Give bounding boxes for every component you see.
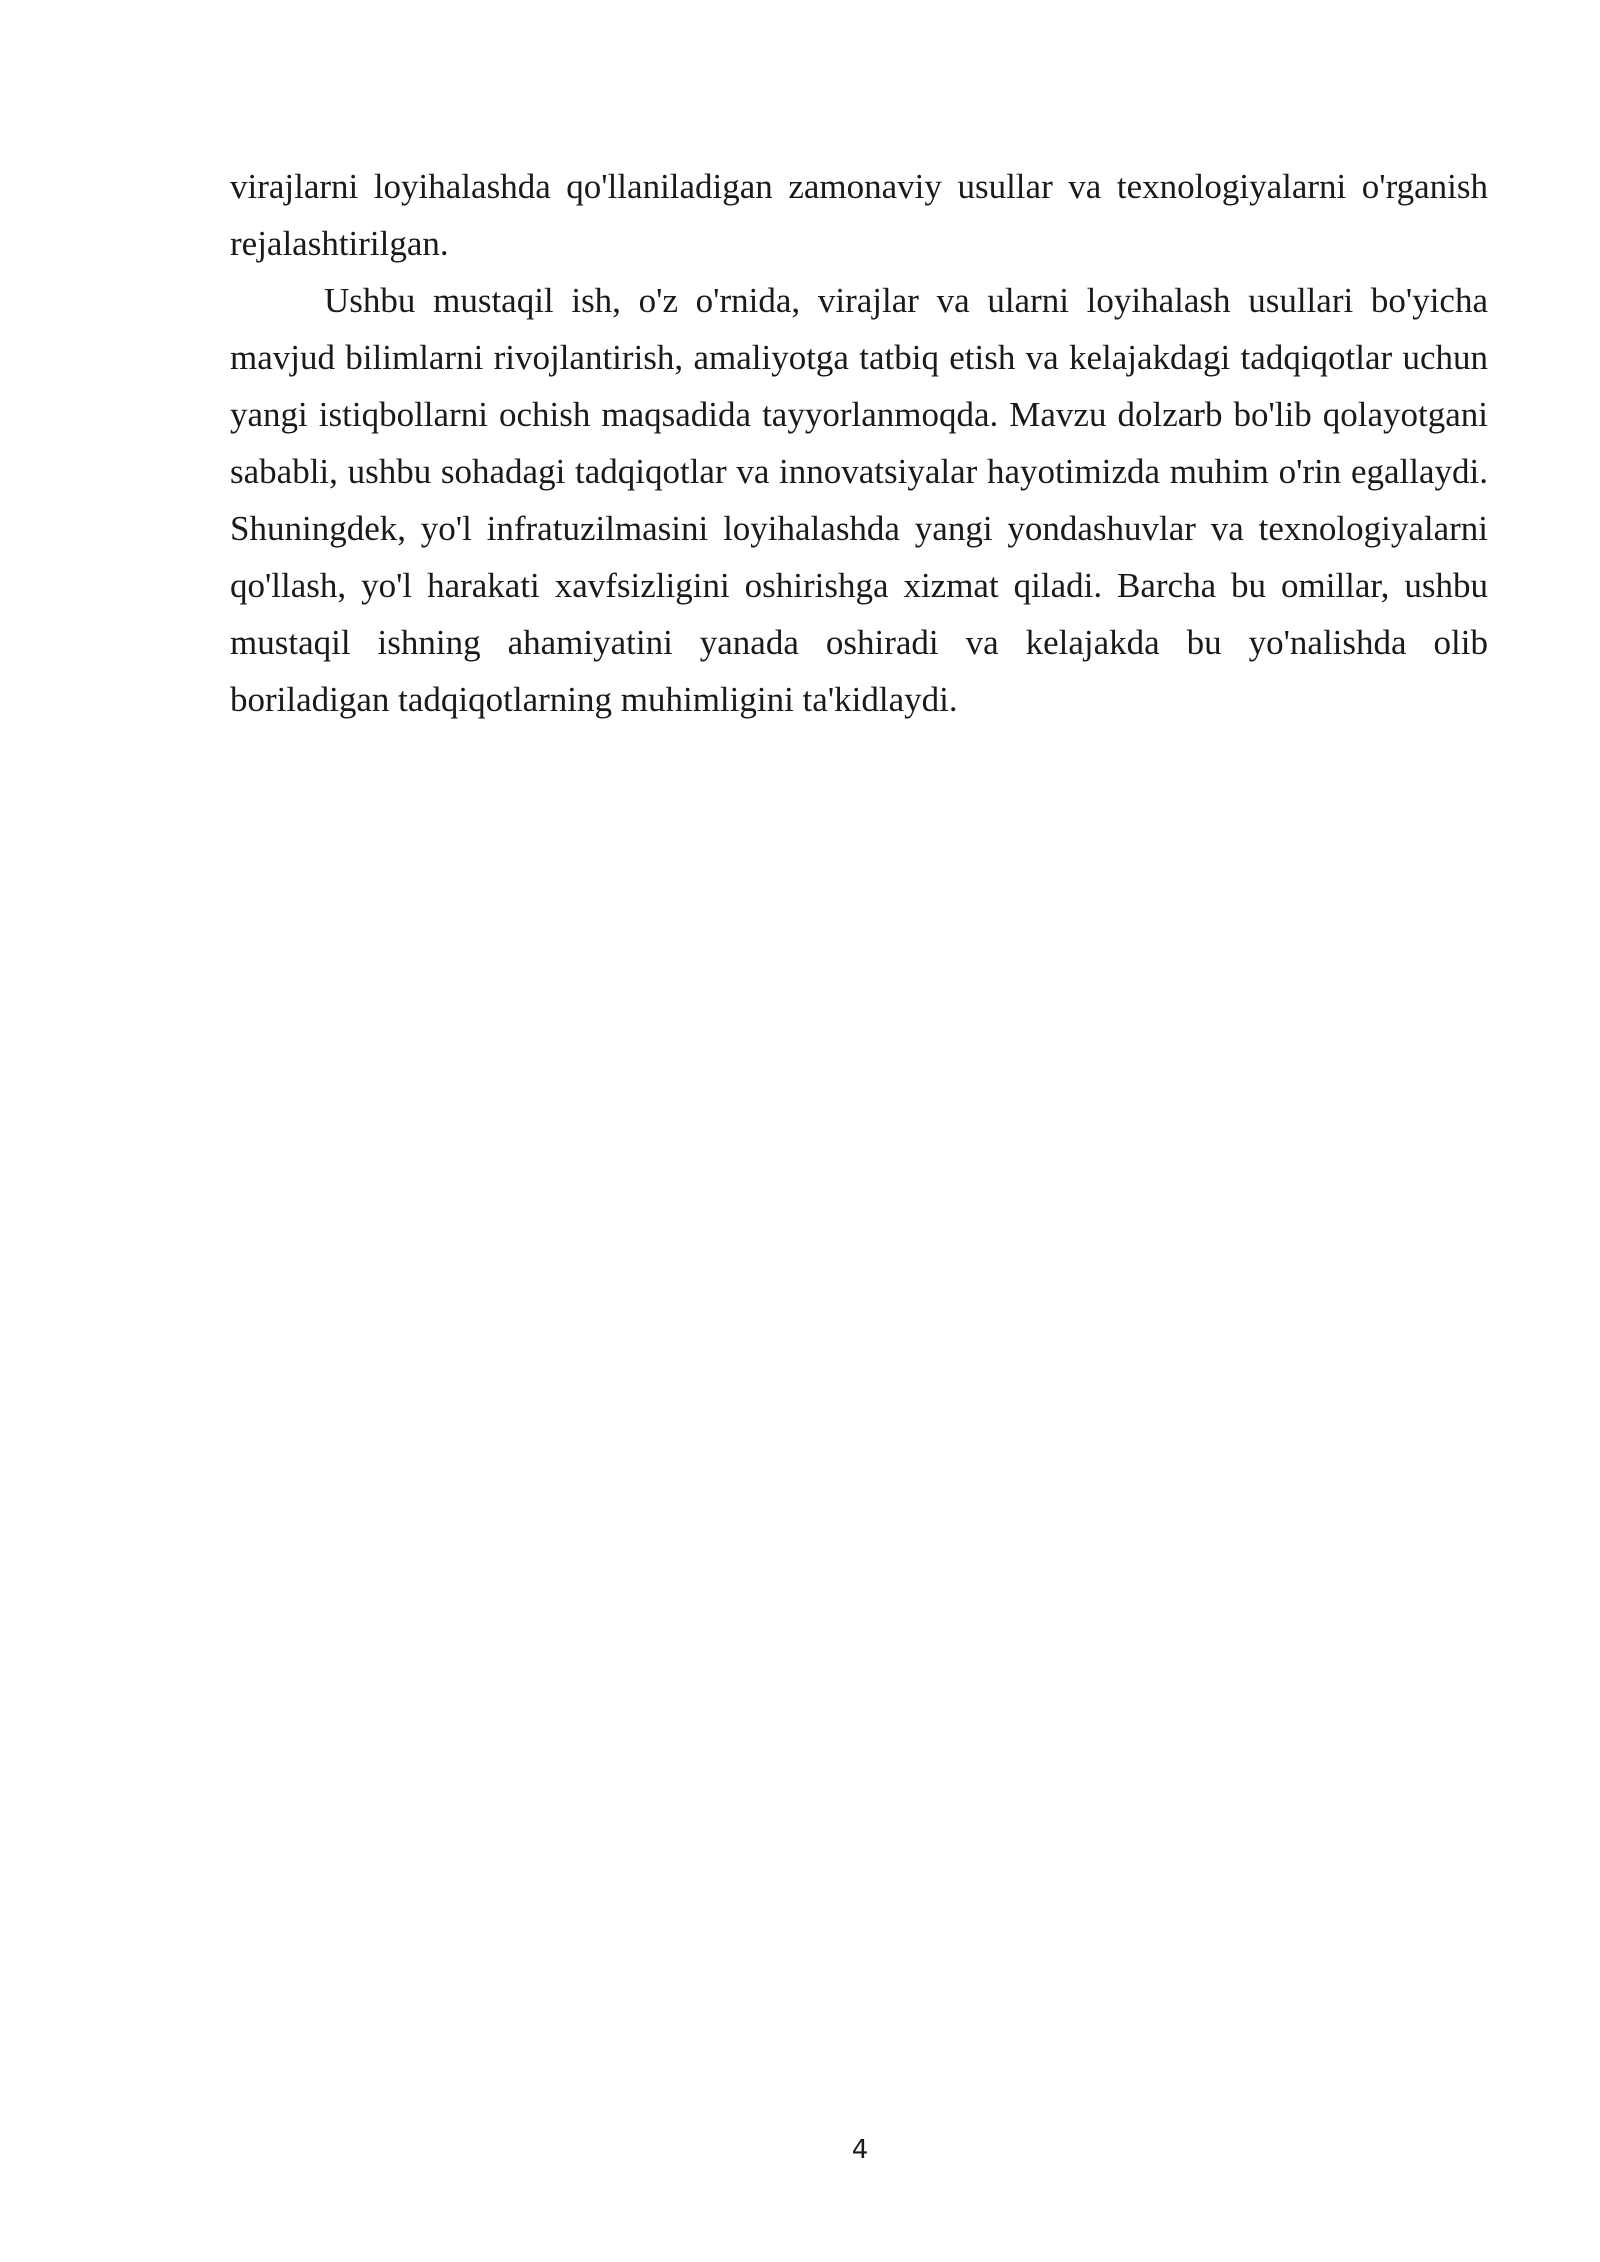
body-text	[230, 158, 1488, 728]
page-number: 4	[851, 2135, 869, 2165]
paragraph-continuation: virajlarni loyihalashda qo'llaniladigan zamonaviy usullar va texnologiyalarni o'rganish rejalashtirilgan.	[230, 167, 1488, 263]
paragraph-main: Ushbu mustaqil ish, o'z o'rnida, virajlar va ularni loyihalash usullari bo'yicha mavjud bilimlarni rivojlantirish, amaliyotga tatbiq etish va kelajakdagi tadqiqotlar uchun yangi istiqbollarni ochish maqsadida tayyorlanmoqda. Mavzu dolzarb bo'lib qolayotgani sababli, ushbu sohadagi tadqiqotlar va innovatsiyalar hayotimizda muhim o'rin egallaydi. Shuningdek, yo'l infratuzilmasini loyihalashda yangi yondashuvlar va texnologiyalarni qo'llash, yo'l harakati xavfsizligini oshirishga xizmat qiladi. Barcha bu omillar, ushbu mustaqil ishning ahamiyatini yanada oshiradi va kelajakda bu yo'nalishda olib boriladigan tadqiqotlarning muhimligini ta'kidlaydi.	[230, 281, 1488, 719]
